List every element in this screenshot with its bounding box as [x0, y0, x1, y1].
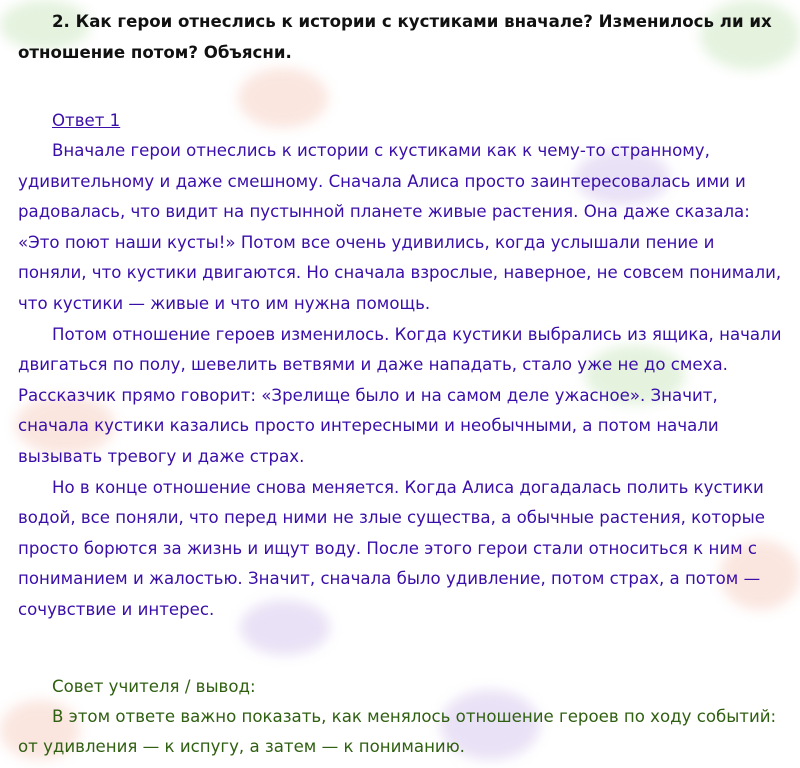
advice-text: В этом ответе важно показать, как менялось отношение героев по ходу событий: от удивления — к испугу, а затем — к пониманию.	[18, 706, 777, 757]
answer-paragraph: Потом отношение героев изменилось. Когда кустики выбрались из ящика, начали двигаться по полу, шевелить ветвями и даже нападать, стало уже не до смеха. Рассказчик прямо говорит: «Зрелище было и на самом деле ужасное». Значит, сначала кустики казались просто интересными и необычными, а потом начали вызывать тревогу и даже страх.	[18, 324, 782, 466]
question-text: 2. Как герои отнеслись к истории с кустиками вначале? Изменилось ли их отношение потом? Объясни.	[18, 12, 772, 62]
answer-paragraph: Но в конце отношение снова меняется. Когда Алиса догадалась полить кустики водой, все поняли, что перед ними не злые существа, а обычные растения, которые просто борются за жизнь и ищут воду. После этого герои стали относиться к ним с пониманием и жалостью. Значит, сначала было удивление, потом страх, а потом — сочувствие и интерес.	[18, 477, 765, 619]
answer-heading: Ответ 1	[52, 111, 121, 130]
advice-heading: Совет учителя / вывод:	[52, 676, 256, 696]
document-page	[18, 6, 788, 763]
answer-paragraph: Вначале герои отнеслись к истории с кустиками как к чему-то странному, удивительному и даже смешному. Сначала Алиса просто заинтересовалась ими и радовалась, что видит на пустынной планете живые растения. Она даже сказала: «Это поют наши кусты!» Потом все очень удивились, когда услышали пение и поняли, что кустики двигаются. Но сначала взрослые, наверное, не совсем понимали, что кустики — живые и что им нужна помощь.	[18, 141, 782, 313]
